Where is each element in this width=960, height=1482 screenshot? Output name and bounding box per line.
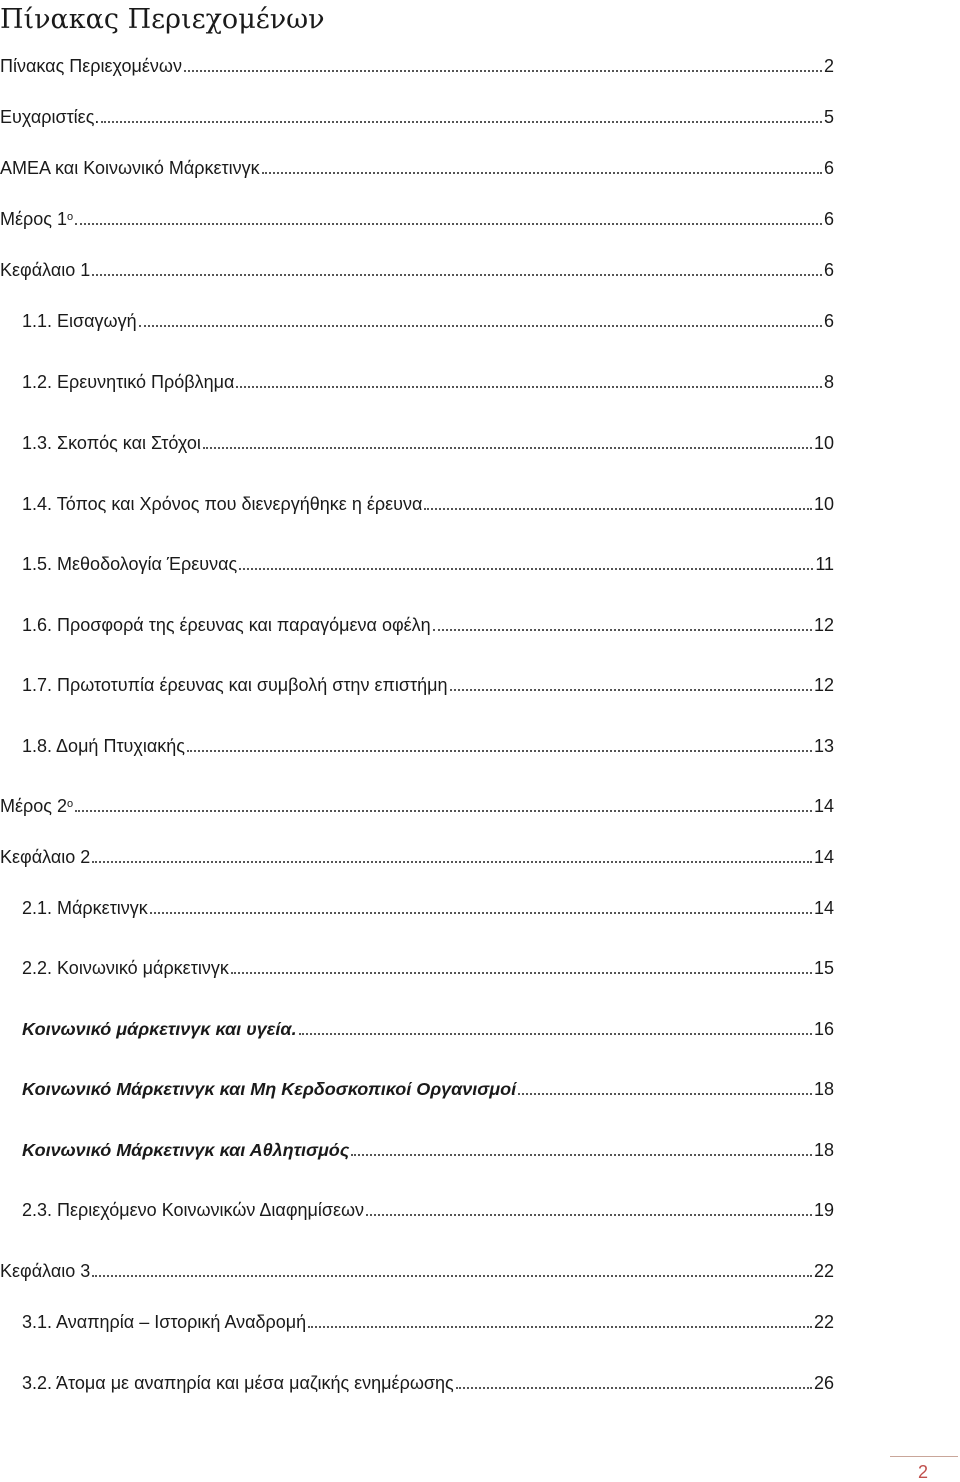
toc-entry-page: 11 [815, 554, 834, 574]
toc-entry[interactable] [22, 727, 834, 757]
toc-entry-label: Μέρος 2 [0, 796, 67, 816]
toc-entry-label: Κοινωνικό Μάρκετινγκ και Αθλητισμός [22, 1140, 350, 1160]
dot-leader [150, 912, 812, 914]
toc-entry-label: 1.3. Σκοπός και Στόχοι [22, 433, 201, 453]
dot-leader [92, 1275, 812, 1277]
toc-entry-page: 14 [813, 847, 834, 867]
toc-entry-label: 1.1. Εισαγωγή [22, 311, 137, 331]
dot-leader [187, 750, 812, 752]
dot-leader [308, 1326, 812, 1328]
toc-entry-page: 18 [813, 1140, 834, 1160]
dot-leader [424, 508, 812, 510]
toc-entry-label: Κεφάλαιο 3 [0, 1261, 91, 1281]
dot-leader [231, 972, 812, 974]
toc-entry-label: 1.6. Προσφορά της έρευνας και παραγόμενα οφέλη [22, 615, 431, 635]
toc-entry-page: 12 [813, 675, 834, 695]
toc-entry-label: 1.2. Ερευνητικό Πρόβλημα [22, 372, 235, 392]
toc-entry-page: 6 [823, 311, 834, 331]
toc-entry-page: 6 [823, 158, 834, 178]
toc-entry-page: 18 [813, 1079, 834, 1099]
toc-entry-page: 13 [813, 736, 834, 756]
toc-entry[interactable] [22, 889, 834, 919]
toc-entry-page: 19 [813, 1200, 834, 1220]
toc-entry[interactable] [22, 545, 834, 575]
toc-entry[interactable] [22, 424, 834, 454]
toc-entry[interactable] [0, 787, 834, 817]
toc-entry[interactable] [22, 1010, 834, 1040]
toc-entry-label: 1.4. Τόπος και Χρόνος που διενεργήθηκε η έρευνα [22, 494, 423, 514]
toc-entry[interactable] [0, 1252, 834, 1282]
toc-entry[interactable] [22, 1303, 834, 1333]
document-title: Πίνακας Περιεχομένων [0, 4, 325, 35]
toc-entry-label: Κεφάλαιο 2 [0, 847, 91, 867]
toc-entry-label: 2.2. Κοινωνικό μάρκετινγκ [22, 958, 229, 978]
dot-leader [299, 1033, 812, 1035]
toc-entry[interactable] [22, 1070, 834, 1100]
toc-entry-page: 26 [813, 1373, 834, 1393]
toc-entry-superscript: ο [66, 211, 74, 223]
toc-entry[interactable] [0, 838, 834, 868]
toc-entry-page: 5 [823, 107, 834, 127]
dot-leader [139, 325, 822, 327]
toc-entry-label: 3.2. Άτομα με αναπηρία και μέσα μαζικής ενημέρωσης [22, 1373, 454, 1393]
toc-entry[interactable] [22, 485, 834, 515]
dot-leader [262, 172, 822, 174]
page-number: 2 [918, 1462, 929, 1482]
dot-leader [518, 1093, 812, 1095]
toc-entry-label: 1.5. Μεθοδολογία Έρευνας [22, 554, 238, 574]
toc-entry-label: 2.1. Μάρκετινγκ [22, 898, 148, 918]
toc-entry-page: 22 [813, 1312, 834, 1332]
dot-leader [366, 1214, 812, 1216]
toc-entry-label: 2.3. Περιεχόμενο Κοινωνικών Διαφημίσεων [22, 1200, 365, 1220]
toc-entry-label: 1.7. Πρωτοτυπία έρευνας και συμβολή στην επιστήμη [22, 675, 448, 695]
toc-entry-page: 6 [823, 260, 834, 280]
toc-entry[interactable] [22, 606, 834, 636]
dot-leader [351, 1154, 812, 1156]
dot-leader [239, 568, 813, 570]
toc-entry[interactable] [0, 251, 834, 281]
toc-entry[interactable] [0, 98, 834, 128]
toc-entry[interactable] [22, 1191, 834, 1221]
dot-leader [450, 689, 812, 691]
toc-entry-page: 15 [813, 958, 834, 978]
toc-entry-label: 3.1. Αναπηρία – Ιστορική Αναδρομή [22, 1312, 307, 1332]
toc-entry[interactable] [22, 666, 834, 696]
toc-entry-label: Ευχαριστίες. [0, 107, 100, 127]
dot-leader [75, 223, 822, 225]
toc-entry-label: Κοινωνικό Μάρκετινγκ και Μη Κερδοσκοπικοί Οργανισμοί [22, 1079, 517, 1099]
toc-entry-label: Πίνακας Περιεχομένων [0, 56, 182, 76]
toc-entry-page: 10 [813, 433, 834, 453]
dot-leader [433, 629, 812, 631]
dot-leader [203, 447, 812, 449]
dot-leader [92, 274, 822, 276]
toc-entry[interactable] [22, 363, 834, 393]
toc-entry-page: 8 [823, 372, 834, 392]
toc-entry[interactable] [22, 1364, 834, 1394]
toc-entry-page: 16 [813, 1019, 834, 1039]
toc-entry-label: Μέρος 1 [0, 209, 67, 229]
toc-entry-page: 10 [813, 494, 834, 514]
dot-leader [75, 810, 812, 812]
toc-entry-label: ΑΜΕΑ και Κοινωνικό Μάρκετινγκ [0, 158, 260, 178]
dot-leader [456, 1387, 812, 1389]
dot-leader [101, 121, 822, 123]
toc-entry-page: 6 [823, 209, 834, 229]
footer-divider [890, 1456, 958, 1457]
toc-entry-label: 1.8. Δομή Πτυχιακής [22, 736, 185, 756]
toc-entry[interactable] [0, 200, 834, 230]
toc-entry-page: 14 [813, 898, 834, 918]
toc-entry-page: 2 [823, 56, 834, 76]
toc-entry[interactable] [0, 149, 834, 179]
toc-entry-label: Κοινωνικό μάρκετινγκ και υγεία. [22, 1019, 297, 1039]
dot-leader [92, 861, 812, 863]
toc-entry-label: Κεφάλαιο 1 [0, 260, 91, 280]
toc-entry-page: 22 [813, 1261, 834, 1281]
toc-entry[interactable] [22, 302, 834, 332]
dot-leader [184, 70, 822, 72]
toc-entry[interactable] [22, 949, 834, 979]
toc-entry[interactable] [22, 1131, 834, 1161]
toc-entry-superscript: ο [66, 798, 74, 810]
toc-entry[interactable] [0, 47, 834, 77]
dot-leader [236, 386, 822, 388]
toc-entry-page: 12 [813, 615, 834, 635]
toc-entry-page: 14 [813, 796, 834, 816]
